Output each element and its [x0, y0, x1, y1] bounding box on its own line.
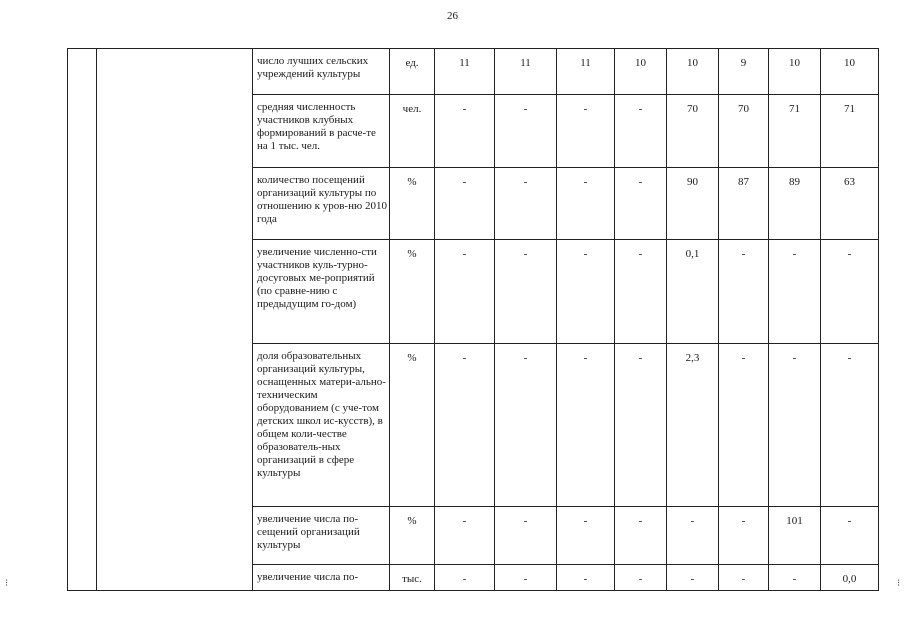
- value-cell: -: [495, 507, 557, 565]
- value-cell: 89: [769, 168, 821, 240]
- value-cell: -: [557, 168, 615, 240]
- indicator-label: количество посещений организаций культуры по отношению к уров-ню 2010 года: [253, 168, 390, 240]
- value-cell: -: [769, 344, 821, 507]
- unit-cell: %: [390, 168, 435, 240]
- value-cell: -: [495, 240, 557, 344]
- indicator-label: увеличение численно-сти участников куль-турно-досуговых ме-роприятий (по сравне-нию с предыдущим го-дом): [253, 240, 390, 344]
- value-cell: 10: [615, 49, 667, 95]
- unit-cell: ед.: [390, 49, 435, 95]
- value-cell: -: [821, 507, 879, 565]
- table-row: [68, 49, 879, 95]
- value-cell: 90: [667, 168, 719, 240]
- value-cell: -: [719, 344, 769, 507]
- value-cell: -: [557, 344, 615, 507]
- value-cell: -: [435, 565, 495, 591]
- indicator-label: увеличение числа по-: [253, 565, 390, 591]
- value-cell: -: [495, 95, 557, 168]
- value-cell: -: [667, 507, 719, 565]
- unit-cell: %: [390, 344, 435, 507]
- indicator-label: средняя численность участников клубных формирований в расче-те на 1 тыс. чел.: [253, 95, 390, 168]
- value-cell: -: [435, 168, 495, 240]
- value-cell: 87: [719, 168, 769, 240]
- value-cell: -: [435, 95, 495, 168]
- value-cell: 11: [435, 49, 495, 95]
- blank-column-1: [68, 49, 97, 591]
- page-number: 26: [447, 10, 458, 22]
- value-cell: 10: [769, 49, 821, 95]
- scan-edge-mark-right: ⁝: [897, 578, 901, 589]
- value-cell: -: [557, 565, 615, 591]
- unit-cell: %: [390, 240, 435, 344]
- value-cell: -: [821, 240, 879, 344]
- unit-cell: чел.: [390, 95, 435, 168]
- value-cell: 101: [769, 507, 821, 565]
- value-cell: -: [719, 507, 769, 565]
- value-cell: 0,0: [821, 565, 879, 591]
- value-cell: 2,3: [667, 344, 719, 507]
- unit-cell: тыс.: [390, 565, 435, 591]
- value-cell: -: [615, 344, 667, 507]
- value-cell: 0,1: [667, 240, 719, 344]
- value-cell: -: [435, 507, 495, 565]
- value-cell: -: [495, 565, 557, 591]
- value-cell: -: [821, 344, 879, 507]
- value-cell: 10: [667, 49, 719, 95]
- indicator-label: увеличение числа по-сещений организаций культуры: [253, 507, 390, 565]
- blank-column-2: [97, 49, 253, 591]
- indicator-table: [67, 48, 879, 591]
- value-cell: 11: [557, 49, 615, 95]
- value-cell: -: [615, 168, 667, 240]
- unit-cell: %: [390, 507, 435, 565]
- value-cell: -: [667, 565, 719, 591]
- scan-edge-mark-left: ⁝: [5, 578, 9, 589]
- value-cell: -: [615, 240, 667, 344]
- value-cell: 11: [495, 49, 557, 95]
- value-cell: 70: [667, 95, 719, 168]
- value-cell: -: [557, 95, 615, 168]
- value-cell: 9: [719, 49, 769, 95]
- value-cell: -: [495, 344, 557, 507]
- value-cell: -: [615, 95, 667, 168]
- value-cell: -: [435, 344, 495, 507]
- value-cell: 63: [821, 168, 879, 240]
- value-cell: -: [435, 240, 495, 344]
- value-cell: -: [719, 240, 769, 344]
- value-cell: -: [769, 565, 821, 591]
- value-cell: -: [719, 565, 769, 591]
- value-cell: 71: [769, 95, 821, 168]
- indicator-label: доля образовательных организаций культуры, оснащенных матери-ально-техническим оборудованием (с уче-том детских школ ис-кусств), в общем коли-честве образователь-ных организаций в сфере культуры: [253, 344, 390, 507]
- value-cell: 10: [821, 49, 879, 95]
- value-cell: -: [557, 507, 615, 565]
- value-cell: -: [769, 240, 821, 344]
- value-cell: -: [615, 507, 667, 565]
- value-cell: 71: [821, 95, 879, 168]
- indicator-label: число лучших сельских учреждений культуры: [253, 49, 390, 95]
- value-cell: -: [557, 240, 615, 344]
- value-cell: -: [495, 168, 557, 240]
- value-cell: 70: [719, 95, 769, 168]
- value-cell: -: [615, 565, 667, 591]
